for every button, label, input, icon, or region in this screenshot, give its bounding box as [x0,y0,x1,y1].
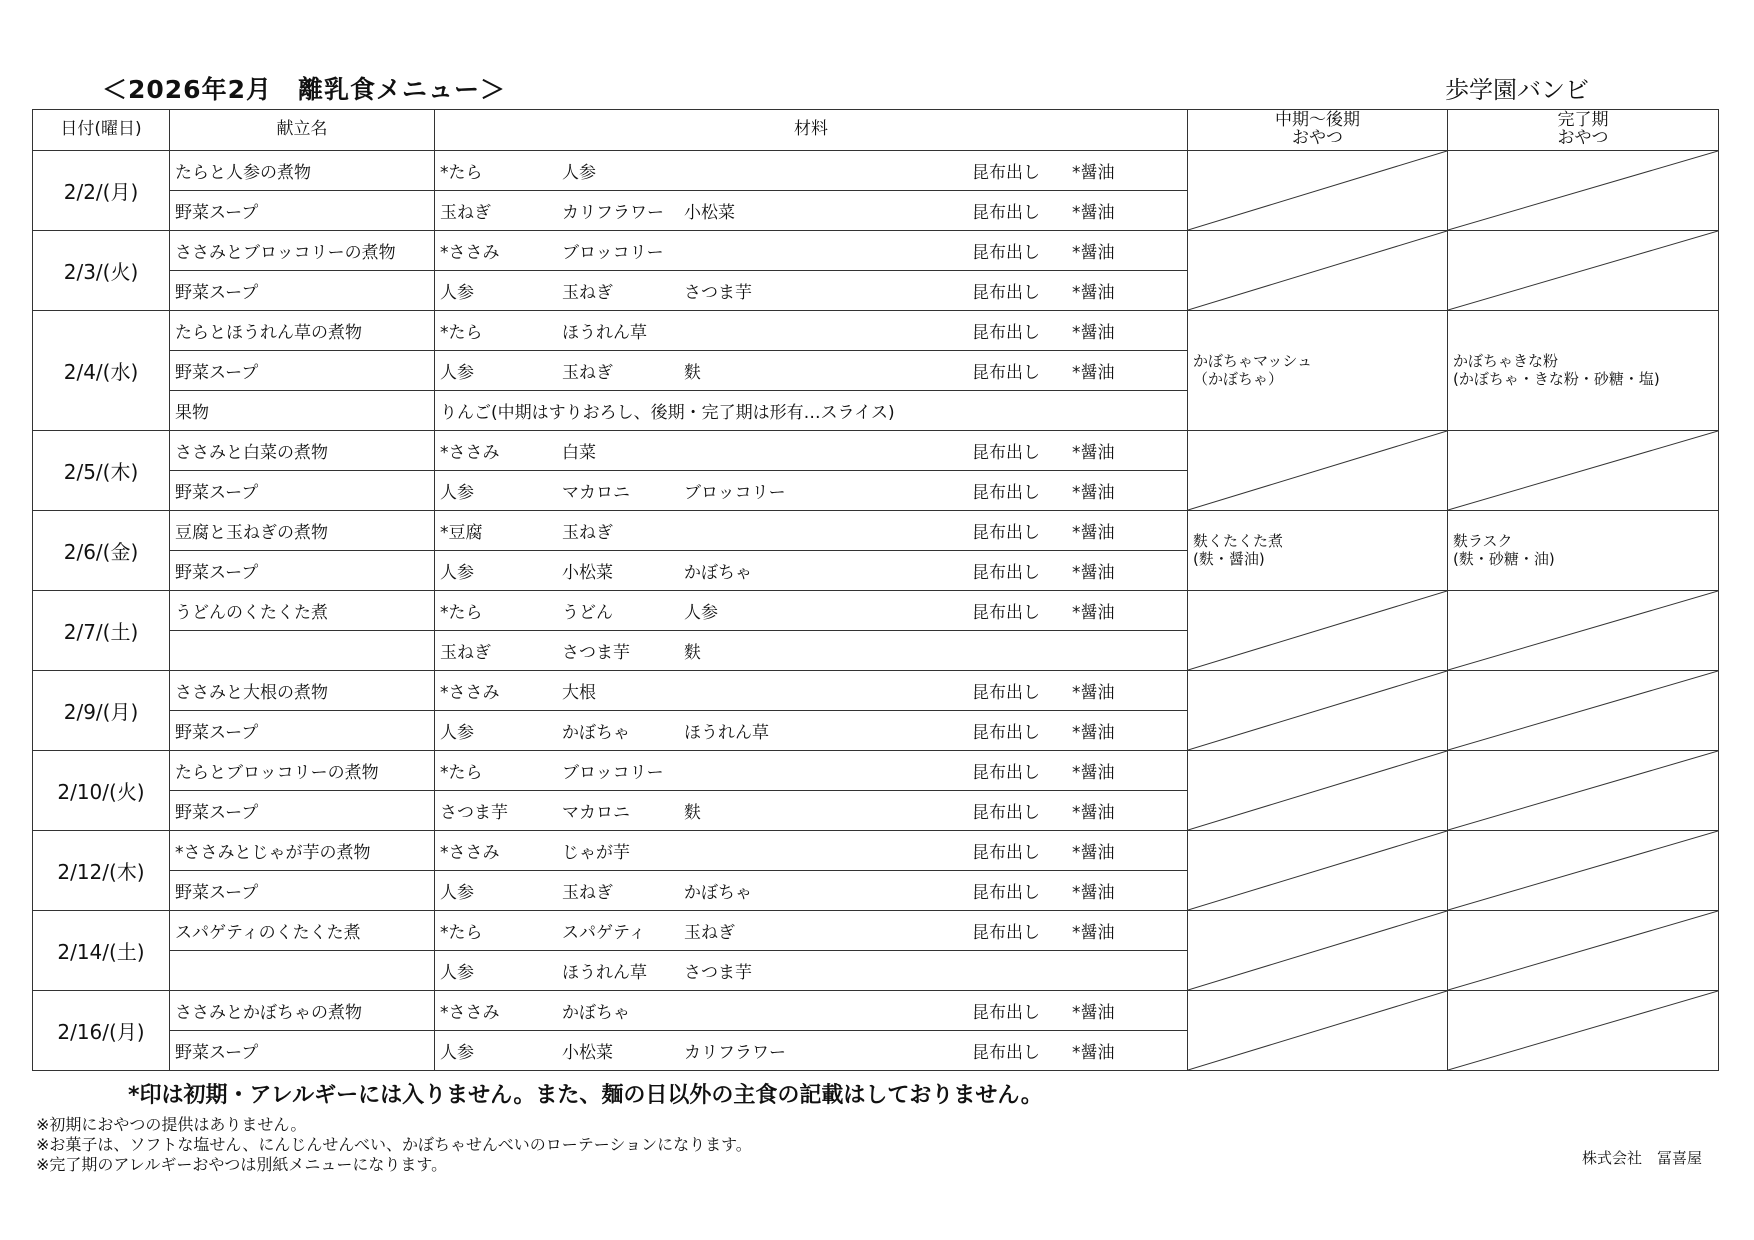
final-snack-cell [1448,671,1719,751]
ingredient: *醤油 [1072,523,1115,543]
ingredient: 昆布出し [972,883,1040,903]
ingredient: 昆布出し [972,803,1040,823]
table-row [33,511,1719,551]
ingredients-cell [435,391,1188,431]
ingredient: 玉ねぎ [684,923,735,943]
ingredient: *たら [440,603,483,623]
page-title: ＜2026年2月 離乳食メニュー＞ [102,75,506,104]
ingredient: *醤油 [1072,923,1115,943]
no-snack-slash [1188,591,1447,670]
dish-name: ささみと大根の煮物 [170,671,435,711]
mid-snack-cell [1188,831,1448,911]
ingredients-cell [435,351,1188,391]
dish-name: ささみとかぼちゃの煮物 [170,991,435,1031]
ingredients-cell [435,271,1188,311]
table-row [33,831,1719,871]
ingredient: かぼちゃ [562,1003,630,1023]
ingredient: *ささみ [440,243,500,263]
date-cell: 2/16/(月) [33,991,170,1071]
note-line: ※初期におやつの提供はありません。 [36,1115,307,1134]
ingredient: *醤油 [1072,763,1115,783]
dish-name: 果物 [170,391,435,431]
ingredient: *醤油 [1072,1043,1115,1063]
ingredient: 昆布出し [972,363,1040,383]
dish-name: 野菜スープ [170,711,435,751]
ingredient: *醤油 [1072,163,1115,183]
ingredient: *醤油 [1072,603,1115,623]
date-cell: 2/9/(月) [33,671,170,751]
menu-table [32,109,1719,1071]
ingredient: スパゲティ [562,923,646,943]
no-snack-slash [1188,911,1447,990]
table-row [33,991,1719,1031]
ingredient: 昆布出し [972,1003,1040,1023]
date-cell: 2/10/(火) [33,751,170,831]
table-row [33,431,1719,471]
ingredient: *醤油 [1072,803,1115,823]
dish-name: 野菜スープ [170,471,435,511]
table-row [33,591,1719,631]
date-cell: 2/6/(金) [33,511,170,591]
mid-snack-text: (麩・醤油) [1193,549,1265,568]
dish-name: 豆腐と玉ねぎの煮物 [170,511,435,551]
ingredient: 昆布出し [972,323,1040,343]
ingredients-cell [435,951,1188,991]
no-snack-slash [1188,151,1447,230]
header-ingredients: 材料 [435,110,1188,151]
ingredient: 昆布出し [972,843,1040,863]
ingredient: 昆布出し [972,443,1040,463]
ingredients-cell [435,591,1188,631]
ingredient: *醤油 [1072,883,1115,903]
no-snack-slash [1188,231,1447,310]
date-cell: 2/7/(土) [33,591,170,671]
ingredient-note: りんご(中期はすりおろし、後期・完了期は形有…スライス) [440,403,895,423]
ingredient: *醤油 [1072,243,1115,263]
ingredient: 人参 [440,883,474,903]
no-snack-slash [1188,671,1447,750]
no-snack-slash [1448,991,1718,1070]
date-cell: 2/12/(木) [33,831,170,911]
final-snack-cell [1448,431,1719,511]
dish-name: ささみとブロッコリーの煮物 [170,231,435,271]
ingredient: *たら [440,163,483,183]
mid-snack-cell [1188,431,1448,511]
ingredient: さつま芋 [684,283,752,303]
ingredient: かぼちゃ [684,883,752,903]
ingredient: 昆布出し [972,563,1040,583]
dish-name: うどんのくたくた煮 [170,591,435,631]
table-row [33,231,1719,271]
dish-name: ささみと白菜の煮物 [170,431,435,471]
ingredient: マカロニ [562,803,630,823]
ingredient: ほうれん草 [562,963,647,983]
mid-snack-cell [1188,911,1448,991]
ingredients-cell [435,151,1188,191]
ingredient: *ささみ [440,843,500,863]
ingredients-cell [435,631,1188,671]
ingredient: 昆布出し [972,603,1040,623]
note-line: ※完了期のアレルギーおやつは別紙メニューになります。 [36,1155,448,1174]
mid-snack-cell [1188,671,1448,751]
dish-name: 野菜スープ [170,271,435,311]
ingredients-cell [435,471,1188,511]
final-snack-cell [1448,911,1719,991]
ingredients-cell [435,511,1188,551]
ingredient: 人参 [684,603,718,623]
ingredient: *醤油 [1072,723,1115,743]
ingredient: 人参 [440,363,474,383]
school-name: 歩学園バンビ [1445,76,1589,104]
ingredient: 人参 [562,163,596,183]
dish-name: 野菜スープ [170,791,435,831]
dish-name [170,951,435,991]
ingredient: *たら [440,763,483,783]
date-cell: 2/4/(水) [33,311,170,431]
ingredients-cell [435,911,1188,951]
ingredients-cell [435,831,1188,871]
dish-name: スパゲティのくたくた煮 [170,911,435,951]
final-snack-cell [1448,991,1719,1071]
mid-snack-cell [1188,991,1448,1071]
header-dish: 献立名 [170,110,435,151]
ingredient: 昆布出し [972,763,1040,783]
table-row [33,671,1719,711]
mid-snack-text: （かぼちゃ） [1193,369,1284,388]
dish-name: 野菜スープ [170,551,435,591]
ingredients-cell [435,1031,1188,1071]
ingredient: 昆布出し [972,723,1040,743]
ingredients-cell [435,231,1188,271]
ingredient: *ささみ [440,683,500,703]
ingredient: 人参 [440,483,474,503]
ingredient: *醤油 [1072,283,1115,303]
ingredient: *たら [440,923,483,943]
dish-name: たらと人参の煮物 [170,151,435,191]
ingredient: かぼちゃ [684,563,752,583]
company-name: 株式会社 冨喜屋 [1582,1149,1703,1167]
table-row [33,311,1719,351]
mid-snack-cell [1188,151,1448,231]
ingredient: 昆布出し [972,1043,1040,1063]
ingredient: 大根 [562,683,596,703]
ingredient: *醤油 [1072,483,1115,503]
ingredient: *醤油 [1072,363,1115,383]
ingredient: さつま芋 [440,803,508,823]
ingredient: 人参 [440,1043,474,1063]
date-cell: 2/2/(月) [33,151,170,231]
no-snack-slash [1448,911,1718,990]
final-snack-cell [1448,231,1719,311]
ingredient: うどん [562,603,613,623]
no-snack-slash [1188,431,1447,510]
date-cell: 2/14/(土) [33,911,170,991]
no-snack-slash [1448,751,1718,830]
ingredient: *ささみ [440,1003,500,1023]
ingredient: *醤油 [1072,1003,1115,1023]
final-snack-cell [1448,311,1719,431]
ingredient: 小松菜 [562,563,613,583]
no-snack-slash [1188,831,1447,910]
ingredient: ブロッコリー [684,483,786,503]
ingredients-cell [435,751,1188,791]
final-snack-text: 麩ラスク [1453,532,1513,551]
ingredients-cell [435,991,1188,1031]
ingredient: *醤油 [1072,323,1115,343]
ingredients-cell [435,311,1188,351]
ingredient: さつま芋 [684,963,752,983]
dish-name: *ささみとじゃが芋の煮物 [170,831,435,871]
no-snack-slash [1448,231,1718,310]
ingredient: 昆布出し [972,163,1040,183]
no-snack-slash [1448,431,1718,510]
allergy-note: *印は初期・アレルギーには入りません。また、麺の日以外の主食の記載はしておりません。 [128,1083,1043,1108]
mid-snack-cell [1188,591,1448,671]
ingredient: *豆腐 [440,523,483,543]
final-snack-cell [1448,751,1719,831]
ingredient: カリフラワー [684,1043,786,1063]
dish-name [170,631,435,671]
final-snack-cell [1448,831,1719,911]
ingredient: 昆布出し [972,283,1040,303]
ingredient: *醤油 [1072,843,1115,863]
final-snack-text: かぼちゃきな粉 [1453,352,1559,371]
dish-name: たらとブロッコリーの煮物 [170,751,435,791]
header-mid-snack: 中期～後期 おやつ [1188,110,1448,151]
ingredient: *醤油 [1072,563,1115,583]
ingredient: ほうれん草 [684,723,769,743]
ingredient: 昆布出し [972,483,1040,503]
mid-snack-text: 麩くたくた煮 [1193,532,1284,551]
ingredients-cell [435,711,1188,751]
no-snack-slash [1448,831,1718,910]
ingredient: 麩 [684,803,701,823]
ingredient: 昆布出し [972,203,1040,223]
ingredient: 人参 [440,283,474,303]
note-line: ※お菓子は、ソフトな塩せん、にんじんせんべい、かぼちゃせんべいのローテーションになります。 [36,1135,752,1154]
ingredient: 麩 [684,363,701,383]
no-snack-slash [1188,751,1447,830]
date-cell: 2/5/(木) [33,431,170,511]
ingredient: *醤油 [1072,443,1115,463]
no-snack-slash [1448,591,1718,670]
table-row [33,751,1719,791]
header-final-snack: 完了期 おやつ [1448,110,1719,151]
ingredients-cell [435,191,1188,231]
ingredient: 昆布出し [972,923,1040,943]
final-snack-cell [1448,151,1719,231]
ingredient: 小松菜 [684,203,735,223]
dish-name: 野菜スープ [170,191,435,231]
ingredient: 昆布出し [972,523,1040,543]
ingredient: ほうれん草 [562,323,647,343]
ingredients-cell [435,671,1188,711]
table-row [33,911,1719,951]
dish-name: 野菜スープ [170,351,435,391]
ingredient: 白菜 [562,443,596,463]
ingredient: 玉ねぎ [562,883,613,903]
no-snack-slash [1188,991,1447,1070]
dish-name: 野菜スープ [170,1031,435,1071]
ingredients-cell [435,551,1188,591]
ingredient: 玉ねぎ [440,203,491,223]
mid-snack-cell [1188,231,1448,311]
ingredients-cell [435,791,1188,831]
no-snack-slash [1448,151,1718,230]
ingredient: 玉ねぎ [562,283,613,303]
mid-snack-cell [1188,751,1448,831]
ingredient: 人参 [440,563,474,583]
ingredient: 玉ねぎ [440,643,491,663]
table-header-row [33,110,1719,151]
no-snack-slash [1448,671,1718,750]
date-cell: 2/3/(火) [33,231,170,311]
table-row [33,151,1719,191]
ingredient: *醤油 [1072,203,1115,223]
ingredient: 玉ねぎ [562,523,613,543]
ingredient: 昆布出し [972,683,1040,703]
ingredient: 玉ねぎ [562,363,613,383]
final-snack-cell [1448,511,1719,591]
ingredient: 小松菜 [562,1043,613,1063]
ingredient: じゃが芋 [562,843,630,863]
ingredient: *醤油 [1072,683,1115,703]
ingredient: 麩 [684,643,701,663]
ingredient: かぼちゃ [562,723,630,743]
mid-snack-text: かぼちゃマッシュ [1193,352,1313,371]
mid-snack-cell [1188,311,1448,431]
ingredient: ブロッコリー [562,243,664,263]
ingredient: カリフラワー [562,203,664,223]
header-date: 日付(曜日) [33,110,170,151]
final-snack-text: (かぼちゃ・きな粉・砂糖・塩) [1453,369,1660,388]
ingredient: 人参 [440,723,474,743]
ingredient: 昆布出し [972,243,1040,263]
ingredients-cell [435,871,1188,911]
final-snack-cell [1448,591,1719,671]
ingredient: 人参 [440,963,474,983]
ingredient: *たら [440,323,483,343]
final-snack-text: (麩・砂糖・油) [1453,549,1555,568]
dish-name: 野菜スープ [170,871,435,911]
ingredient: ブロッコリー [562,763,664,783]
ingredient: さつま芋 [562,643,630,663]
mid-snack-cell [1188,511,1448,591]
dish-name: たらとほうれん草の煮物 [170,311,435,351]
ingredients-cell [435,431,1188,471]
ingredient: マカロニ [562,483,630,503]
ingredient: *ささみ [440,443,500,463]
